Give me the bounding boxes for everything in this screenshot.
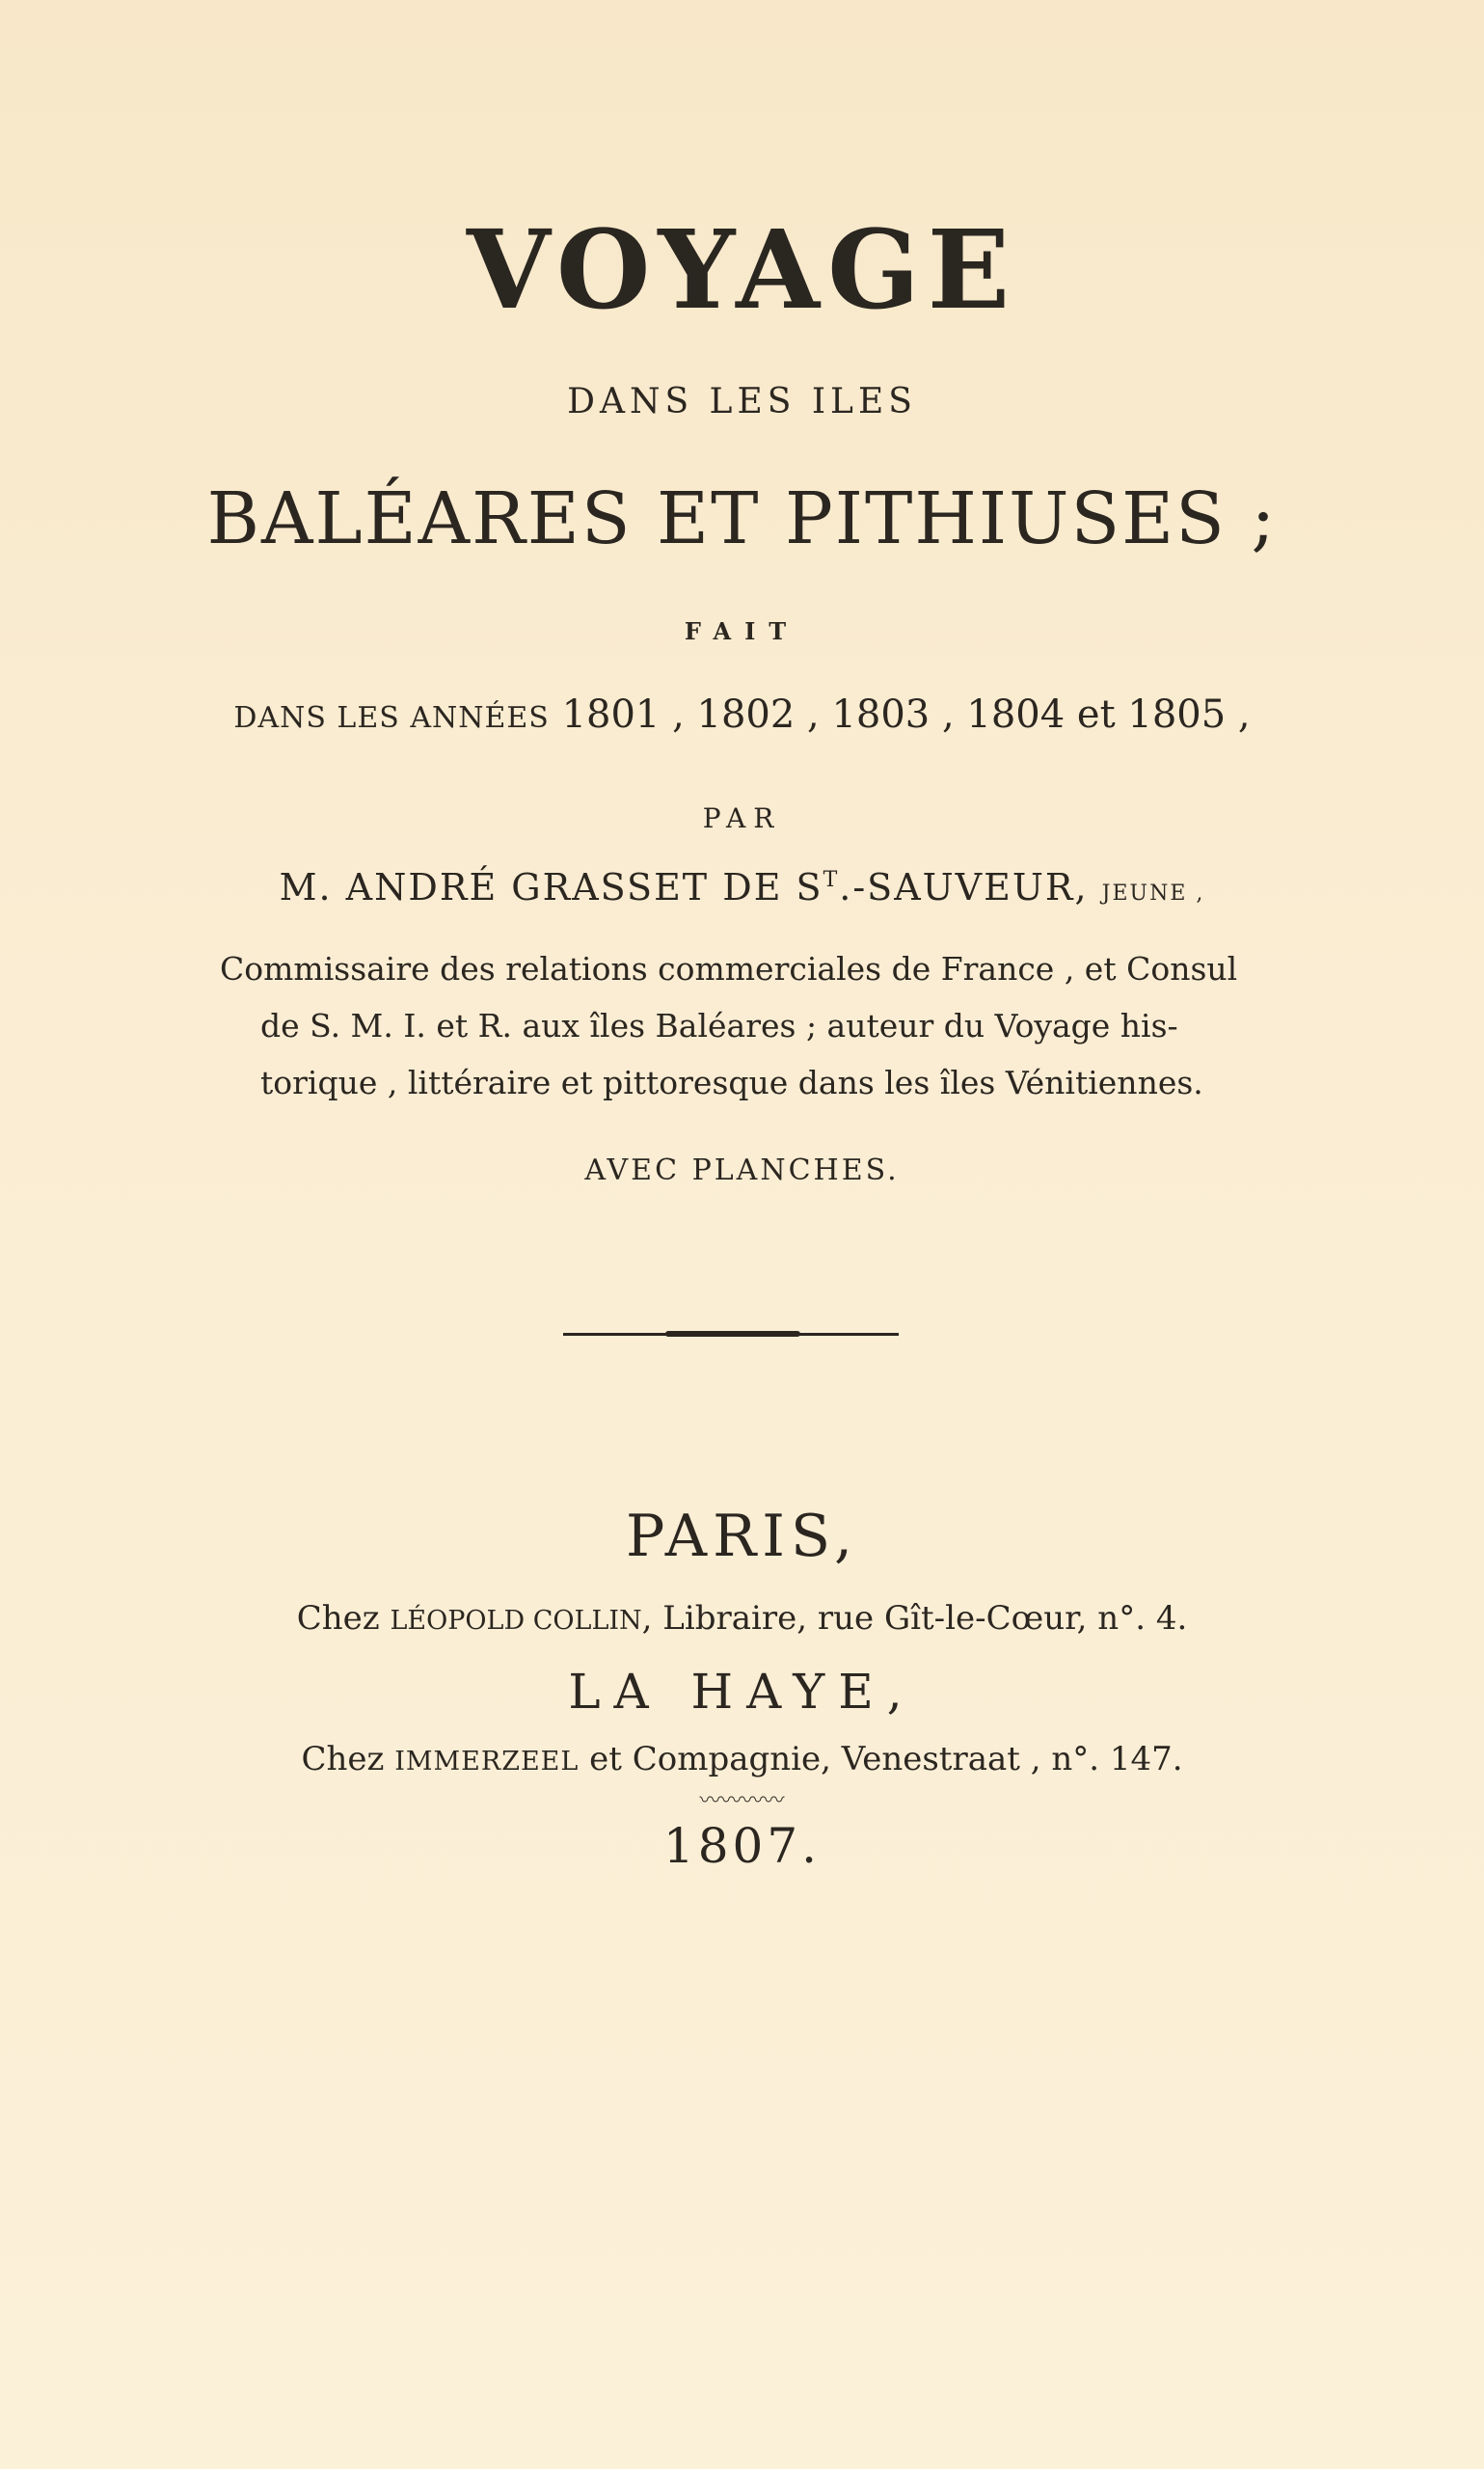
description-line-1: Commissaire des relations commerciales de France , et Consul xyxy=(220,950,1238,988)
publisher-la-haye-name: IMMERZEEL xyxy=(394,1747,580,1777)
author-description xyxy=(0,940,1484,1111)
publisher-la-haye xyxy=(0,1740,1484,1778)
publisher-paris-chez: Chez xyxy=(296,1599,380,1638)
city-la-haye: LA HAYE, xyxy=(568,1664,916,1720)
book-title: VOYAGE xyxy=(466,207,1018,334)
publisher-paris xyxy=(0,1599,1484,1638)
publisher-la-haye-address: et Compagnie, Venestraat , n°. 147. xyxy=(589,1740,1183,1778)
author-superscript: T xyxy=(823,868,840,892)
subtitle-line-2: BALÉARES ET PITHIUSES ; xyxy=(206,477,1278,560)
author-name: M. ANDRÉ GRASSET DE S xyxy=(279,866,823,909)
publication-year: 1807. xyxy=(662,1818,822,1874)
planches-note: AVEC PLANCHES. xyxy=(584,1153,900,1187)
years-prefix: DANS LES ANNÉES xyxy=(233,701,550,735)
fait-label: FAIT xyxy=(684,617,800,645)
city-paris: PARIS, xyxy=(625,1503,859,1570)
description-line-2: de S. M. I. et R. aux îles Baléares ; auteur du Voyage his- xyxy=(260,1007,1178,1045)
author-jeune: JEUNE , xyxy=(1101,882,1205,906)
wavy-ornament: 〰〰〰〰 xyxy=(699,1789,785,1813)
author-name-rest: .-SAUVEUR, xyxy=(839,866,1089,909)
subtitle-line-1: DANS LES ILES xyxy=(567,382,917,421)
years-values: 1801 , 1802 , 1803 , 1804 et 1805 , xyxy=(561,692,1251,737)
publisher-paris-address: , Libraire, rue Gît-le-Cœur, n°. 4. xyxy=(641,1599,1188,1638)
publisher-la-haye-chez: Chez xyxy=(301,1740,385,1778)
years-line xyxy=(0,692,1484,737)
publisher-paris-name: LÉOPOLD COLLIN xyxy=(390,1606,642,1636)
par-label: PAR xyxy=(702,802,782,834)
author-line xyxy=(0,866,1484,909)
divider-rule-center xyxy=(665,1331,800,1337)
description-line-3: torique , littéraire et pittoresque dans les îles Vénitiennes. xyxy=(260,1064,1203,1101)
